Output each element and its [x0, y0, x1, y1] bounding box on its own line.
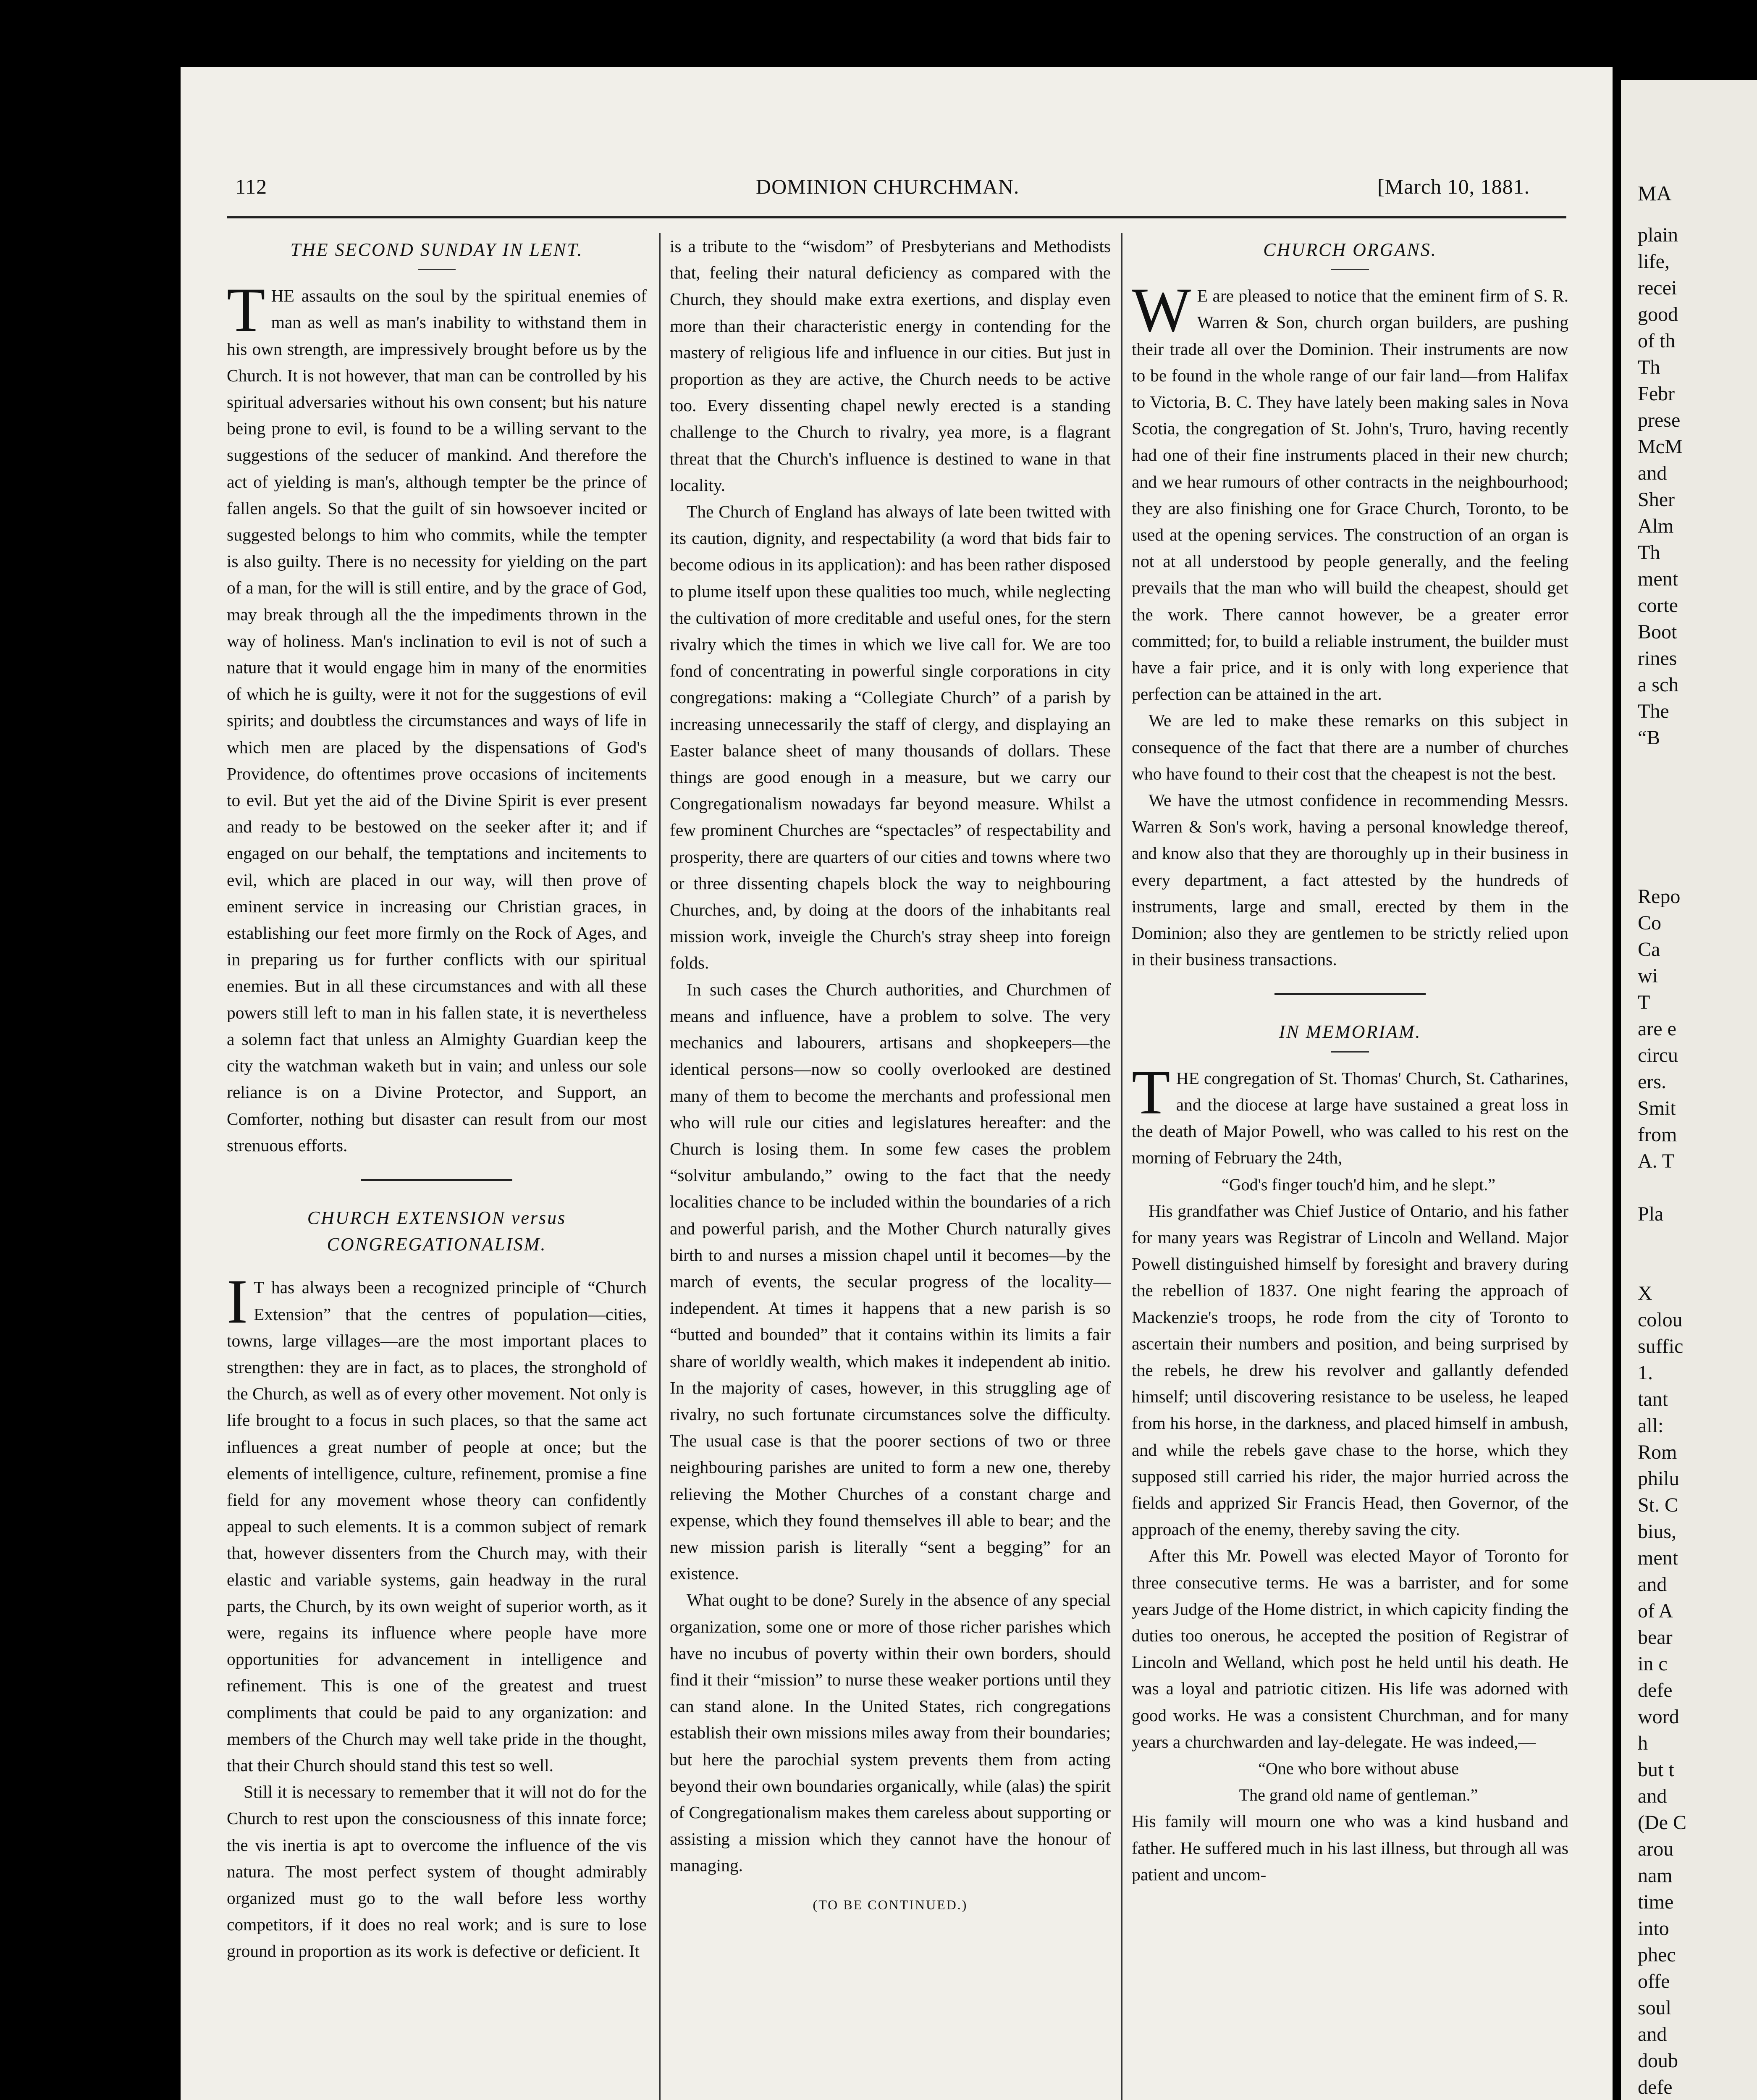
adjacent-page-line: Alm: [1638, 515, 1674, 537]
adjacent-page-line: and: [1638, 2023, 1667, 2045]
adjacent-page-line: Smit: [1638, 1097, 1676, 1119]
article-paragraph: His grandfather was Chief Justice of Ontario, and his father for many years was Registrar of Lincoln and Welland. Major Powell distinguished himself by foresight and bravery during the rebellion of 1837. One night fearing the approach of Mackenzie's troops, he rode from the city of Toronto to ascertain their numbers and position, and being surprised by the rebels, he drew his revolver and gallantly defended himself; until discovering resistance to be useless, he leaped from his horse, in the darkness, and placed himself in ambush, and while the rebels gave chase to the horse, which they supposed still carried his rider, the major hurried across the fields and apprized Sir Francis Head, then Governor, of the approach of the enemy, thereby saving the city.: [1132, 1201, 1568, 1539]
adjacent-page-line: defe: [1638, 2076, 1673, 2098]
adjacent-page-line: suffic: [1638, 1335, 1684, 1357]
adjacent-page-line: The: [1638, 700, 1669, 722]
article-paragraph: After this Mr. Powell was elected Mayor of Toronto for three consecutive terms. He was a barrister, and for some years Judge of the Home district, in which capicity finding the duties too onerous, he accepted the position of Registrar of Lincoln and Welland, which post he held until his death. He was a loyal and patriotic citizen. His life was adorned with good works. He was a consistent Churchman, and for many years a churchwarden and lay-delegate. He was indeed,—: [1132, 1546, 1568, 1751]
adjacent-page-line: Co: [1638, 912, 1662, 934]
adjacent-page-line: corte: [1638, 594, 1678, 617]
article-paragraph: In such cases the Church authorities, and Churchmen of means and influence, have a problem to solve. The very mechanics and labourers, artisans and shopkeepers—the identical persons—now so coolly overlooked are destined many of them to become the merchants and professional men who will rule our cities and legislatures hereafter: and the Church is losing them. In some few cases the problem “solvitur ambulando,” owing to the fact that the needy localities chance to be included within the boundaries of a rich and powerful parish, and the Mother Church naturally gives birth to and nurses a mission chapel until it becomes—by the march of events, the secular progress of the locality—independent. At times it happens that a new parish is so “butted and bounded” that it contains within its limits a fair share of worldly wealth, which makes it independent ab initio. In the majority of cases, however, in this struggling age of rivalry, no such fortunate circumstances solve the difficulty. The usual case is that the poorer sections of two or three neighbouring parishes are united to form a new one, thereby relieving the Mother Churches of a constant charge and expense, which they found themselves ill able to bear; and the new mission parish is literally “sent a begging” for an existence.: [670, 979, 1111, 1583]
drop-cap: T: [1132, 1057, 1170, 1127]
drop-cap: I: [227, 1267, 248, 1337]
article-body-church-organs: W E are pleased to notice that the eminent firm of S. R. Warren & Son, church organ builders, are pushing their trade all over the Dominion. Their instruments are now to be found in the whole range of our fair land—from Halifax to Victoria, B. C. They have lately been making sales in Nova Scotia, the congregation of St. John's, Truro, having recently had one of their fine instruments placed in their new church; and we hear rumours of other contracts in the neighbourhood; they are also finishing one for Grace Church, Toronto, to be used at the opening services. The construction of an organ is not at all understood by people generally, and the feeling prevails that the man who will build the cheapest, should get the work. There cannot however, be a greater error committed; for, to build a reliable instrument, the builder must have a fair price, and it is only with long experience that perfection can be attained in the art.: [1132, 275, 1568, 704]
column-2: [670, 233, 1111, 1918]
adjacent-page-line: Pla: [1638, 1203, 1664, 1225]
article-title-in-memoriam: IN MEMORIAM.: [1132, 1018, 1568, 1052]
article-paragraph: His family will mourn one who was a kind husband and father. He suffered much in his last illness, but through all was patient and uncom-: [1132, 1811, 1568, 1884]
article-body-in-memoriam: THE congregation of St. Thomas' Church, St. Catharines, and the diocese at large have sustained a great loss in the death of Major Powell, who was called to his rest on the morning of February the 24th,: [1132, 1057, 1568, 1168]
article-title-second-sunday: THE SECOND SUNDAY IN LENT.: [227, 236, 647, 270]
quotation: “One who bore without abuse: [1258, 1759, 1459, 1778]
adjacent-page-line: Th: [1638, 356, 1660, 378]
adjacent-page-line: wi: [1638, 965, 1658, 987]
adjacent-page-line: soul: [1638, 1997, 1672, 2019]
adjacent-page-line: McM: [1638, 436, 1683, 458]
journal-title: DOMINION CHURCHMAN.: [756, 175, 1020, 198]
adjacent-page-line: h: [1638, 1732, 1648, 1754]
article-paragraph: Still it is necessary to remember that it will not do for the Church to rest upon the consciousness of this innate force; the vis inertia is apt to overcome the influence of the vis natura. The most perfect system of thought admirably organized must go to the wall before less worthy competitors, if it does no real work; and is sure to lose ground in proportion as its work is defective or deficient. It: [227, 1782, 647, 1961]
drop-cap: T: [227, 275, 265, 345]
section-divider: [1274, 993, 1426, 995]
article-body-second-sunday: THE assaults on the soul by the spiritual enemies of man as well as man's inability to withstand them in his own strength, are impressively brought before us by the Church. It is not however, that man can be controlled by his spiritual adversaries without his own consent; but his nature being prone to evil, is found to be a willing servant to the suggestions of the seducer of mankind. And therefore the act of yielding is man's, although tempter be the prince of fallen angels. So that the guilt of sin howsoever incited or suggested belongs to him who commits, while the tempter is also guilty. There is no necessity for yielding on the part of a man, for the will is still entire, and by the grace of God, may break through all the the impediments thrown in the way of holiness. Man's inclination to evil is not of such a nature that it would engage him in many of the enormities of which he is guilty, were it not for the suggestions of evil spirits; and doubtless the circumstances and ways of life in which men are placed by the dispensations of God's Providence, do oftentimes prove occasions of incitements to evil. But yet the aid of the Divine Spirit is ever present and ready to be bestowed on the seeker after it; and if engaged on our behalf, the temptations and incitements to evil, which are placed in our way, will then prove of eminent service in increasing our Christian graces, in establishing our feet more firmly on the Rock of Ages, and in preparing us for further conflicts with our spiritual enemies. But in all these circumstances and with all these powers still left to man in his fallen state, it is nevertheless a solemn fact that unless an Almighty Guardian keep the city the watchman waketh but in vain; and unless our sole reliance is on a Divine Protector, and Support, an Comforter, nothing but disaster can result from our most strenuous efforts.: [227, 275, 647, 1155]
adjacent-page-line: into: [1638, 1917, 1669, 1940]
adjacent-page-line: bear: [1638, 1626, 1673, 1648]
adjacent-page-line: Th: [1638, 541, 1660, 564]
adjacent-page-line: Sher: [1638, 488, 1675, 511]
adjacent-page-line: time: [1638, 1891, 1674, 1913]
quotation: “God's finger touch'd him, and he slept.”: [1221, 1175, 1496, 1194]
adjacent-page-line: “B: [1638, 727, 1660, 749]
article-title-church-organs: CHURCH ORGANS.: [1132, 236, 1568, 270]
adjacent-page-line: in c: [1638, 1653, 1668, 1675]
column-rule-2: [1121, 233, 1122, 2100]
column-1: [227, 233, 647, 1965]
article-paragraph: What ought to be done? Surely in the absence of any special organization, some one or more of those richer parishes which have no incubus of poverty within their own borders, should find it their “mission” to nurse these weaker portions until they can stand alone. In the United States, rich congregations establish their own missions miles away from their boundaries; but here the parochial system prevents them from acting beyond their own boundaries organically, while (alas) the spirit of Congregationalism makes them careless about supporting or assisting a mission which they cannot have the honour of managing.: [670, 1590, 1111, 1875]
adjacent-page-line: and: [1638, 1573, 1667, 1596]
adjacent-page-line: ers.: [1638, 1071, 1666, 1093]
adjacent-page-line: from: [1638, 1124, 1677, 1146]
adjacent-page-line: and: [1638, 1785, 1667, 1807]
article-paragraph: We have the utmost confidence in recommending Messrs. Warren & Son's work, having a personal knowledge thereof, and know also that they are thoroughly up in their business in every department, a fact attested by the hundreds of instruments, large and small, erected by them in the Dominion; also they are gentlemen to be strictly relied upon in their business transactions.: [1132, 790, 1568, 969]
quotation: The grand old name of gentleman.”: [1239, 1785, 1478, 1805]
adjacent-page-line: life,: [1638, 250, 1670, 273]
adjacent-page-line: defe: [1638, 1679, 1673, 1701]
adjacent-page-line: circu: [1638, 1044, 1678, 1066]
adjacent-page-line: offe: [1638, 1970, 1670, 1992]
adjacent-page-line: but t: [1638, 1759, 1674, 1781]
adjacent-page-line: St. C: [1638, 1494, 1678, 1516]
page-number: 112: [235, 175, 267, 198]
article-paragraph: is a tribute to the “wisdom” of Presbyterians and Methodists that, feeling their natural deficiency as compared with the Church, they should make extra exertions, and display even more than their characteristic energy in contending for the mastery of religious life and influence in our cities. But just in proportion as they are active, the Church needs to be active too. Every dissenting chapel newly erected is a standing challenge to the Church to rivalry, yea more, is a flagrant threat that the Church's influence is destined to wane in that locality.: [670, 236, 1111, 495]
adjacent-page-line: tant: [1638, 1388, 1668, 1410]
adjacent-page-line: are e: [1638, 1018, 1676, 1040]
adjacent-page-line: doub: [1638, 2050, 1678, 2072]
adjacent-page-line: Febr: [1638, 383, 1675, 405]
adjacent-page-header: MA: [1638, 181, 1672, 205]
adjacent-page-line: Repo: [1638, 885, 1681, 908]
adjacent-page-line: ment: [1638, 568, 1678, 590]
drop-cap: W: [1132, 275, 1191, 345]
adjacent-page-line: 1.: [1638, 1362, 1653, 1384]
adjacent-page-line: X: [1638, 1282, 1652, 1305]
adjacent-page-line: word: [1638, 1706, 1679, 1728]
adjacent-page-line: plain: [1638, 224, 1678, 246]
article-body-church-extension: I T has always been a recognized principle of “Church Extension” that the centres of population—cities, towns, large villages—are the most important places to strengthen: they are in fact, as to places, the stronghold of the Church, as well as of every other movement. Not only is life brought to a focus in such places, so that the same act influences a great number of people at once; but the elements of intelligence, culture, refinement, promise a fine field for any movement whose theory can confidently appeal to such elements. It is a common subject of remark that, however dissenters from the Church may, with their elastic and variable systems, gain headway in the rural parts, the Church, by its own weight of superior worth, as it were, regains its influence where people have more opportunities for advancement in intelligence and refinement. This is one of the greatest and truest compliments that could be paid to any organization: and members of the Church may well take pride in the thought, that their Church should stand this test so well.: [227, 1267, 647, 1775]
article-title-church-extension: CHURCH EXTENSION versus CONGREGATIONALISM.: [307, 1207, 566, 1255]
article-paragraph: We are led to make these remarks on this subject in consequence of the fact that there are a number of churches who have found to their cost that the cheapest is not the best.: [1132, 711, 1568, 783]
adjacent-page: [1621, 80, 1757, 2100]
adjacent-page-line: bius,: [1638, 1520, 1677, 1543]
adjacent-page-line: nam: [1638, 1864, 1673, 1887]
adjacent-page-line: a sch: [1638, 674, 1679, 696]
adjacent-page-line: Rom: [1638, 1441, 1677, 1463]
adjacent-page-line: recei: [1638, 277, 1677, 299]
adjacent-page-line: A. T: [1638, 1150, 1675, 1172]
adjacent-page-line: prese: [1638, 409, 1681, 431]
column-rule-1: [659, 233, 661, 2100]
adjacent-page-line: rines: [1638, 647, 1677, 669]
to-be-continued: (TO BE CONTINUED.): [813, 1897, 968, 1912]
adjacent-page-line: colou: [1638, 1309, 1683, 1331]
adjacent-page-line: of A: [1638, 1600, 1673, 1622]
article-paragraph: The Church of England has always of late been twitted with its caution, dignity, and respectability (a word that bids fair to become odious in its application): and has been rather disposed to plume itself upon these qualities too much, while neglecting the cultivation of more creditable and useful ones, for the stern rivalry which the times in which we live call for. We are too fond of concentrating in powerful single corporations in city congregations: making a “Collegiate Church” of a parish by increasing unnecessarily the staff of clergy, and displaying an Easter balance sheet of many thousands of dollars. These things are good enough in a measure, but we carry our Congregationalism nowadays far beyond measure. Whilst a few prominent Churches are “spectacles” of respectability and prosperity, there are quarters of our cities and towns where two or three dissenting chapels block the way to neighbouring Churches, and, by doing at the doors of the inhabitants real mission work, inveigle the Church's stray sheep into foreign folds.: [670, 502, 1111, 973]
adjacent-page-line: all:: [1638, 1415, 1664, 1437]
adjacent-page-line: arou: [1638, 1838, 1674, 1860]
adjacent-page-line: phec: [1638, 1944, 1676, 1966]
adjacent-page-line: ment: [1638, 1547, 1678, 1569]
adjacent-page-line: Ca: [1638, 938, 1660, 961]
adjacent-page-line: (De C: [1638, 1811, 1686, 1834]
issue-date: [March 10, 1881.: [1377, 175, 1530, 198]
adjacent-page-line: Boot: [1638, 621, 1677, 643]
header-rule: [227, 216, 1566, 218]
adjacent-page-line: and: [1638, 462, 1667, 484]
adjacent-page-line: T: [1638, 991, 1650, 1013]
adjacent-page-line: philu: [1638, 1467, 1679, 1490]
column-3: [1132, 233, 1568, 1888]
section-divider: [361, 1179, 512, 1181]
adjacent-page-line: good: [1638, 303, 1678, 326]
adjacent-page-line: of th: [1638, 330, 1676, 352]
